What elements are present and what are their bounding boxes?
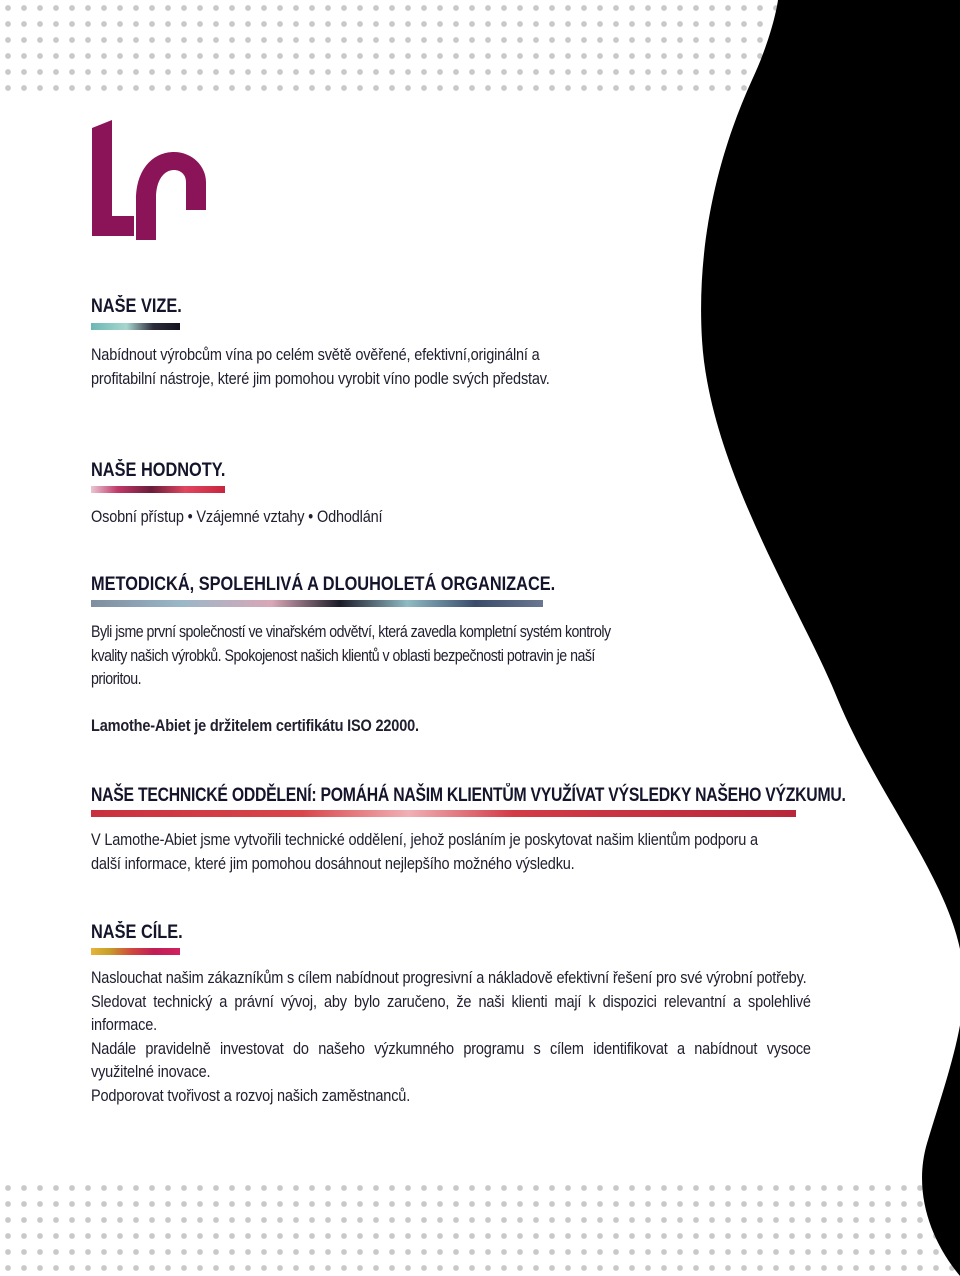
- organization-text: Byli jsme první společností ve vinařském odvětví, která zavedla kompletní systém kontroly kvality našich výrobků. Spokojenost našich klientů v oblasti bezpečnosti potravin je naší prioritou.: [91, 623, 611, 688]
- values-text: Osobní přístup • Vzájemné vztahy • Odhodlání: [91, 508, 383, 526]
- certificate-text: Lamothe-Abiet je držitelem certifikátu ISO 22000.: [91, 717, 419, 735]
- technical-heading: NAŠE TECHNICKÉ ODDĚLENÍ: POMÁHÁ NAŠIM KLIENTŮM VYUŽÍVAT VÝSLEDKY NAŠEHO VÝZKUMU.: [91, 785, 846, 806]
- values-heading-bar: [91, 486, 225, 493]
- vision-heading-bar: [91, 323, 180, 330]
- goal-item: Naslouchat našim zákazníkům s cílem nabídnout progresivní a nákladově efektivní řešení pro své výrobní potřeby.: [91, 969, 807, 987]
- vision-text: Nabídnout výrobcům vína po celém světě ověřené, efektivní,originální a profitabilní nástroje, které jim pomohou vyrobit víno podle svých představ.: [91, 346, 550, 388]
- goal-item: Nadále pravidelně investovat do našeho výzkumného programu s cílem identifikovat a nabídnout vysoce využitelné inovace.: [91, 1039, 811, 1081]
- technical-text: V Lamothe-Abiet jsme vytvořili technické oddělení, jehož posláním je poskytovat našim klientům podporu a další informace, které jim pomohou dosáhnout nejlepšího možného výsledku.: [91, 831, 758, 873]
- goals-heading: NAŠE CÍLE.: [91, 922, 183, 943]
- values-heading: NAŠE HODNOTY.: [91, 460, 226, 481]
- organization-heading: METODICKÁ, SPOLEHLIVÁ A DLOUHOLETÁ ORGANIZACE.: [91, 574, 556, 595]
- goals-list: [91, 967, 811, 1108]
- goals-heading-bar: [91, 948, 180, 955]
- vision-heading: NAŠE VIZE.: [91, 296, 182, 317]
- goal-item: Sledovat technický a právní vývoj, aby bylo zaručeno, že naši klienti mají k dispozici relevantní a spolehlivé informace.: [91, 992, 811, 1034]
- technical-heading-bar: [91, 810, 796, 817]
- organization-heading-bar: [91, 600, 543, 607]
- company-logo-icon: [88, 120, 210, 240]
- goal-item: Podporovat tvořivost a rozvoj našich zaměstnanců.: [91, 1086, 411, 1105]
